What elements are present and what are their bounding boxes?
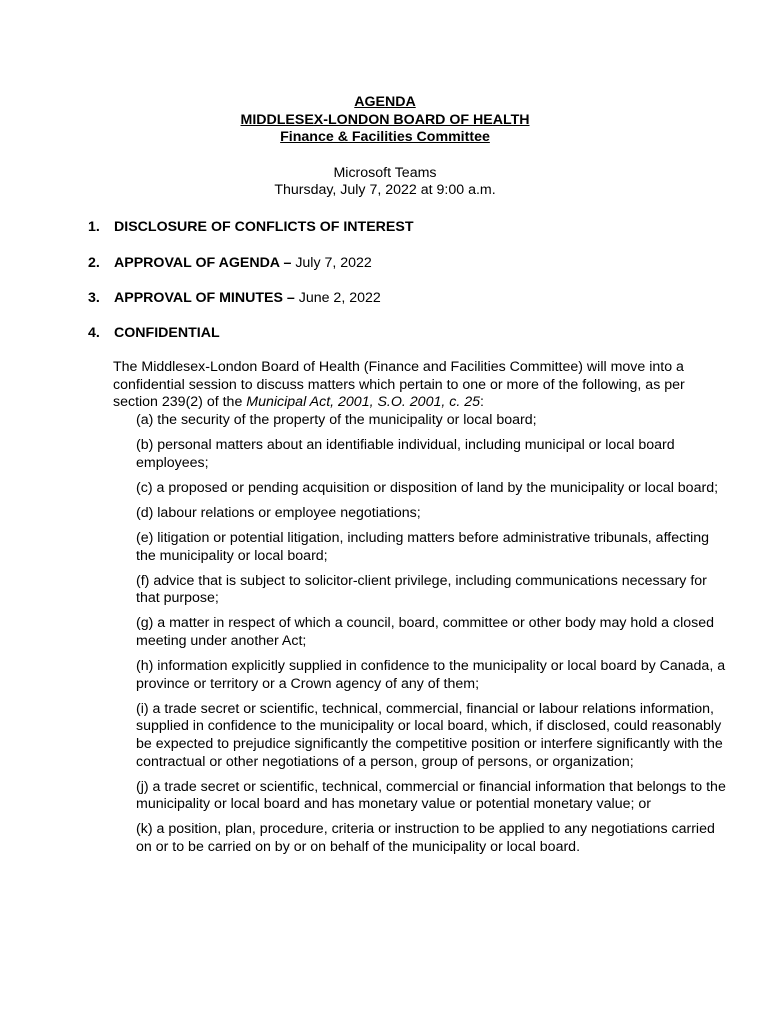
intro-colon: : (480, 394, 484, 411)
item-number: 2. (88, 255, 100, 271)
list-item: (e) litigation or potential litigation, including matters before administrative tribunals, affecting the municipality or local board; (136, 529, 710, 564)
item-detail: June 2, 2022 (294, 290, 381, 306)
list-item: (d) labour relations or employee negotiations; (136, 504, 421, 521)
agenda-title: AGENDA (354, 94, 416, 110)
item-title: CONFIDENTIAL (114, 325, 220, 341)
committee-name: Finance & Facilities Committee (280, 129, 490, 146)
agenda-item-3 (88, 290, 728, 308)
list-item: (j) a trade secret or scientific, technical, commercial or financial information that belongs to the municipality or local board and has monetary value or potential monetary value; or (136, 778, 726, 813)
item-number: 4. (88, 325, 100, 341)
agenda-item-4 (88, 325, 728, 343)
agenda-header (0, 94, 770, 200)
list-item: (b) personal matters about an identifiable individual, including municipal or local board employees; (136, 437, 675, 471)
item-title: APPROVAL OF MINUTES – (114, 290, 295, 306)
agenda-item-2 (88, 255, 728, 273)
list-item: (f) advice that is subject to solicitor-client privilege, including communications necessary for that purpose; (136, 572, 707, 607)
organization-name: MIDDLESEX-LONDON BOARD OF HEALTH (240, 111, 530, 128)
intro-text: The Middlesex-London Board of Health (Finance and Facilities Committee) will move into a confidential session to discuss matters which pertain to one or more of the following, as per section 239(2) of the (113, 359, 685, 411)
agenda-item-1 (88, 219, 728, 237)
list-item: (k) a position, plan, procedure, criteria or instruction to be applied to any negotiations carried on or to be carried on by or on behalf of the municipality or local board. (136, 821, 715, 855)
meeting-location: Microsoft Teams (333, 164, 437, 181)
act-citation: Municipal Act, 2001, S.O. 2001, c. 25 (246, 394, 480, 411)
list-item: (c) a proposed or pending acquisition or disposition of land by the municipality or local board; (136, 479, 719, 496)
item-detail: July 7, 2022 (291, 255, 372, 271)
list-item: (h) information explicitly supplied in confidence to the municipality or local board by Canada, a province or territory or a Crown agency of any of them; (136, 658, 726, 692)
item-title: DISCLOSURE OF CONFLICTS OF INTEREST (114, 219, 414, 235)
meeting-datetime: Thursday, July 7, 2022 at 9:00 a.m. (274, 182, 496, 199)
confidential-criteria-list (136, 412, 726, 864)
item-number: 3. (88, 290, 100, 306)
list-item: (i) a trade secret or scientific, technical, commercial, financial or labour relations information, supplied in confidence to the municipality or local board, which, if disclosed, could reasonably be expected to prejudice significantly the competitive position or interfere significantly with the contractual or other negotiations of a person, group of persons, or organization; (136, 700, 723, 770)
list-item: (a) the security of the property of the municipality or local board; (136, 412, 537, 428)
confidential-intro (113, 359, 723, 412)
item-number: 1. (88, 219, 100, 235)
list-item: (g) a matter in respect of which a council, board, committee or other body may hold a closed meeting under another Act; (136, 615, 715, 649)
item-title: APPROVAL OF AGENDA – (114, 255, 292, 271)
